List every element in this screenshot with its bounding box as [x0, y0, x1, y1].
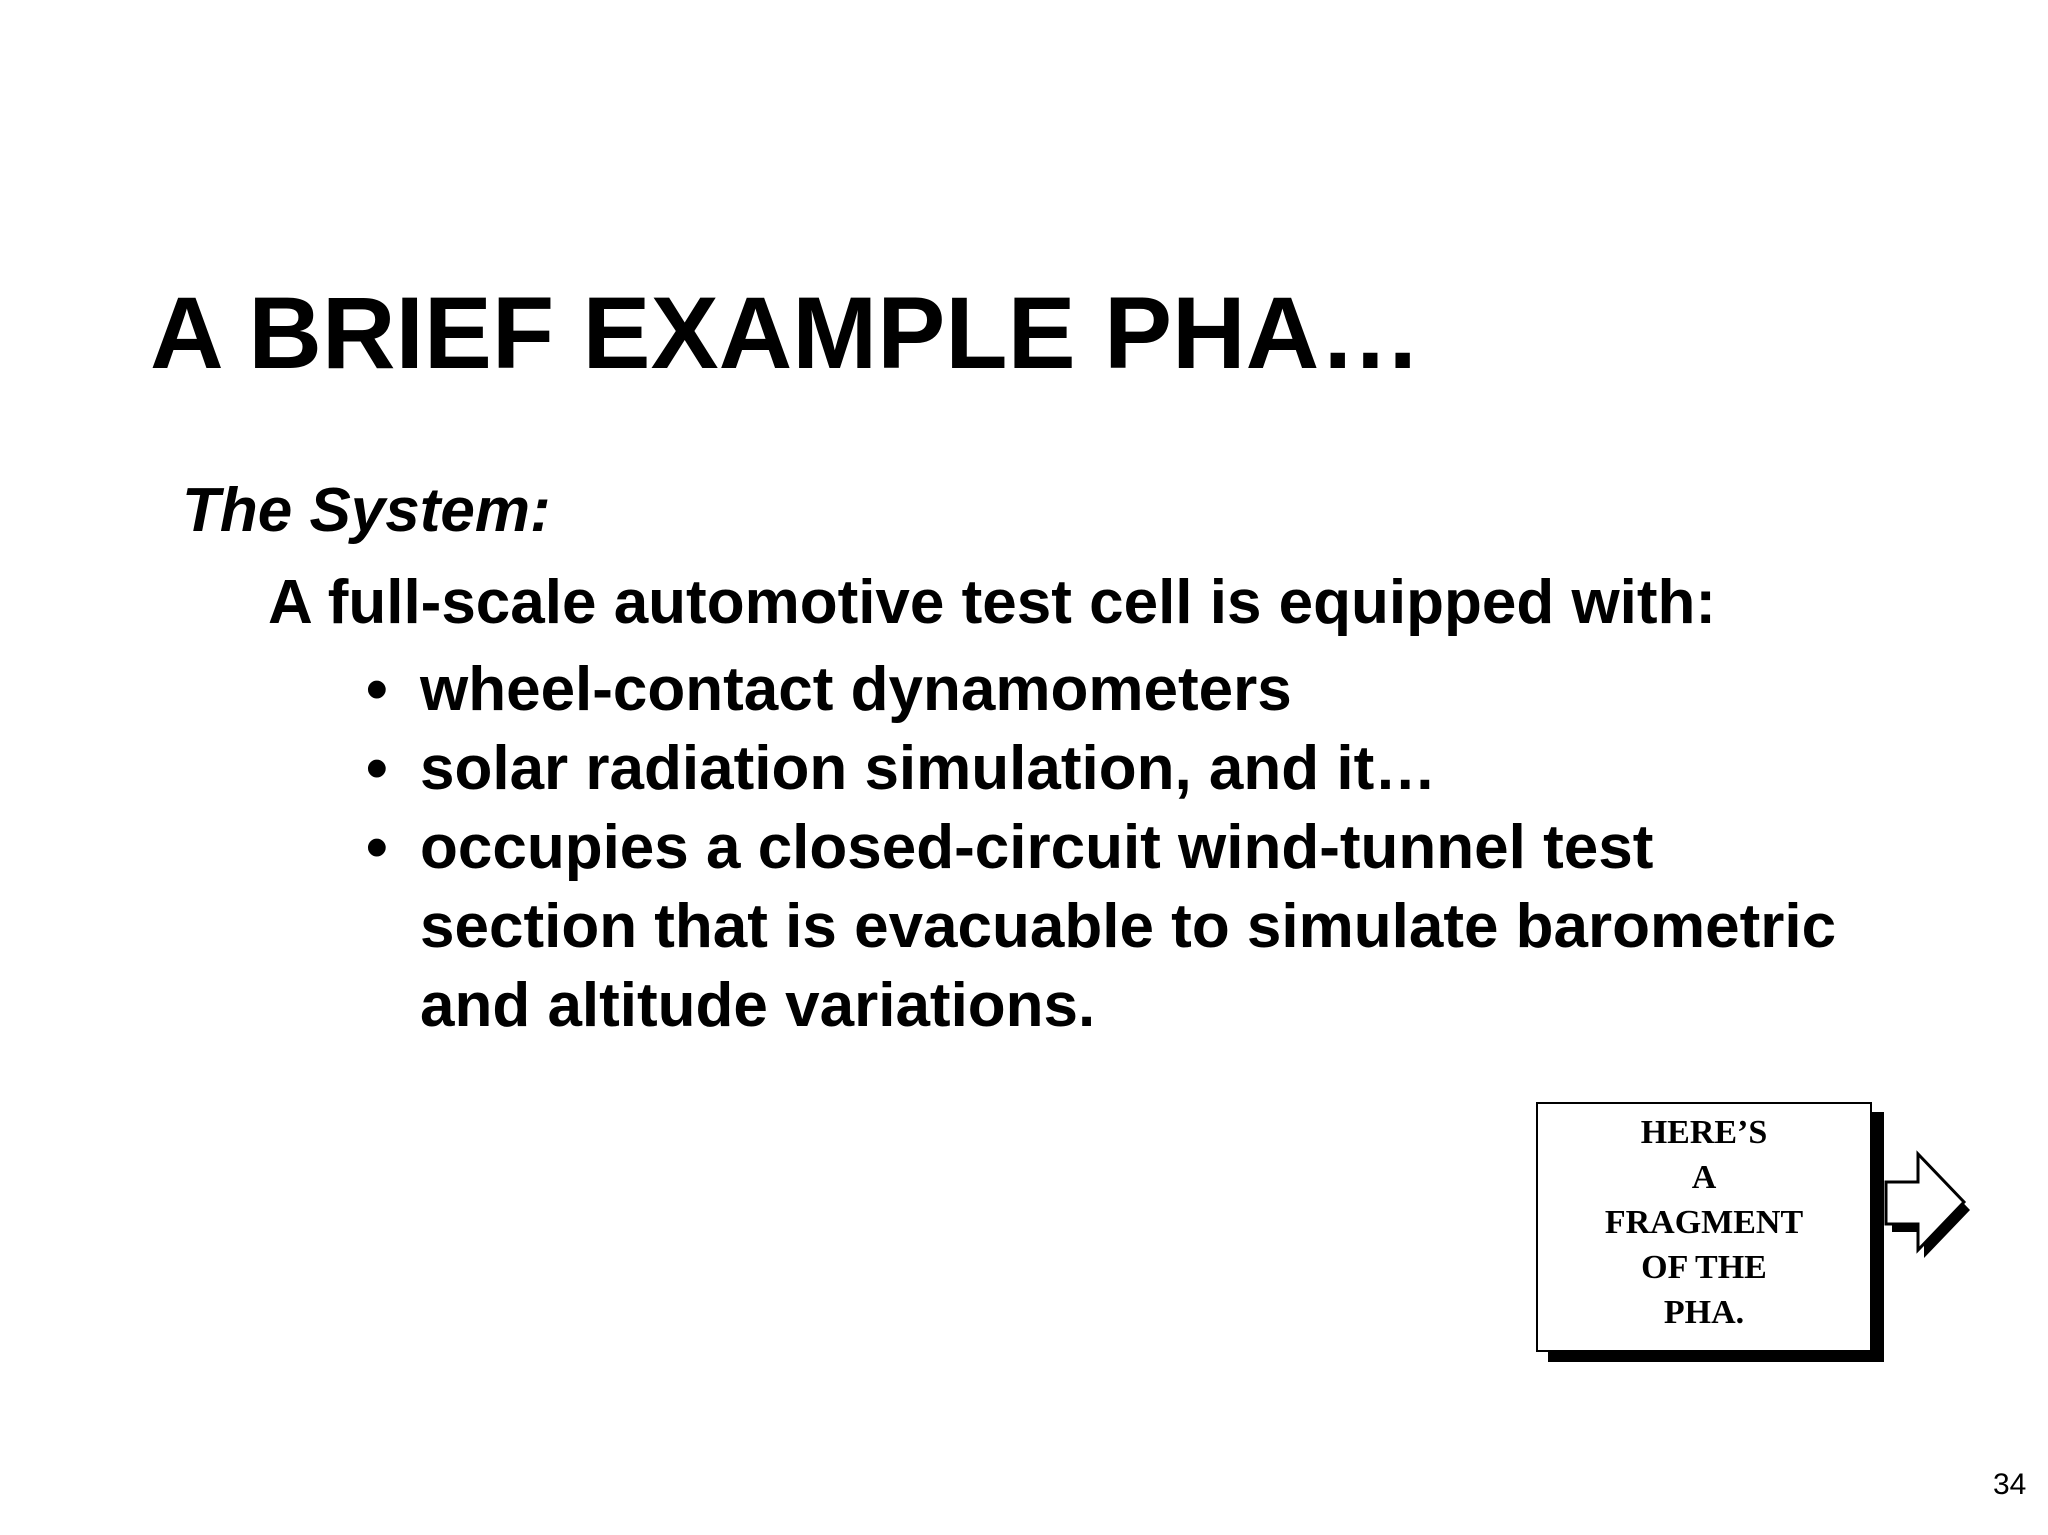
- callout-line: PHA.: [1663, 1294, 1745, 1331]
- bullet-item: [360, 729, 1840, 808]
- callout-line: FRAGMENT: [1604, 1204, 1804, 1241]
- slide-title: A BRIEF EXAMPLE PHA…: [150, 276, 1422, 390]
- callout-line: OF THE: [1641, 1249, 1767, 1286]
- bullet-text: occupies a closed-circuit wind-tunnel test section that is evacuable to simulate barometric and altitude variations.: [420, 813, 1837, 1040]
- callout-link[interactable]: [1536, 1102, 1986, 1370]
- callout-line: A: [1691, 1159, 1717, 1196]
- section-heading: The System:: [182, 476, 551, 545]
- callout-line: HERE’S: [1640, 1114, 1768, 1151]
- bullet-item: [360, 808, 1840, 1045]
- bullet-dot: •: [366, 813, 388, 882]
- right-arrow-icon[interactable]: [1884, 1138, 1984, 1278]
- intro-text: A full-scale automotive test cell is equipped with:: [268, 568, 1717, 637]
- bullet-dot: •: [366, 734, 388, 803]
- callout-box[interactable]: [1536, 1102, 1872, 1352]
- bullet-list: [360, 650, 1840, 1045]
- page-number: 34: [1993, 1468, 2027, 1501]
- bullet-text: solar radiation simulation, and it…: [420, 734, 1437, 803]
- bullet-dot: •: [366, 655, 388, 724]
- bullet-item: [360, 650, 1840, 729]
- bullet-text: wheel-contact dynamometers: [420, 655, 1292, 724]
